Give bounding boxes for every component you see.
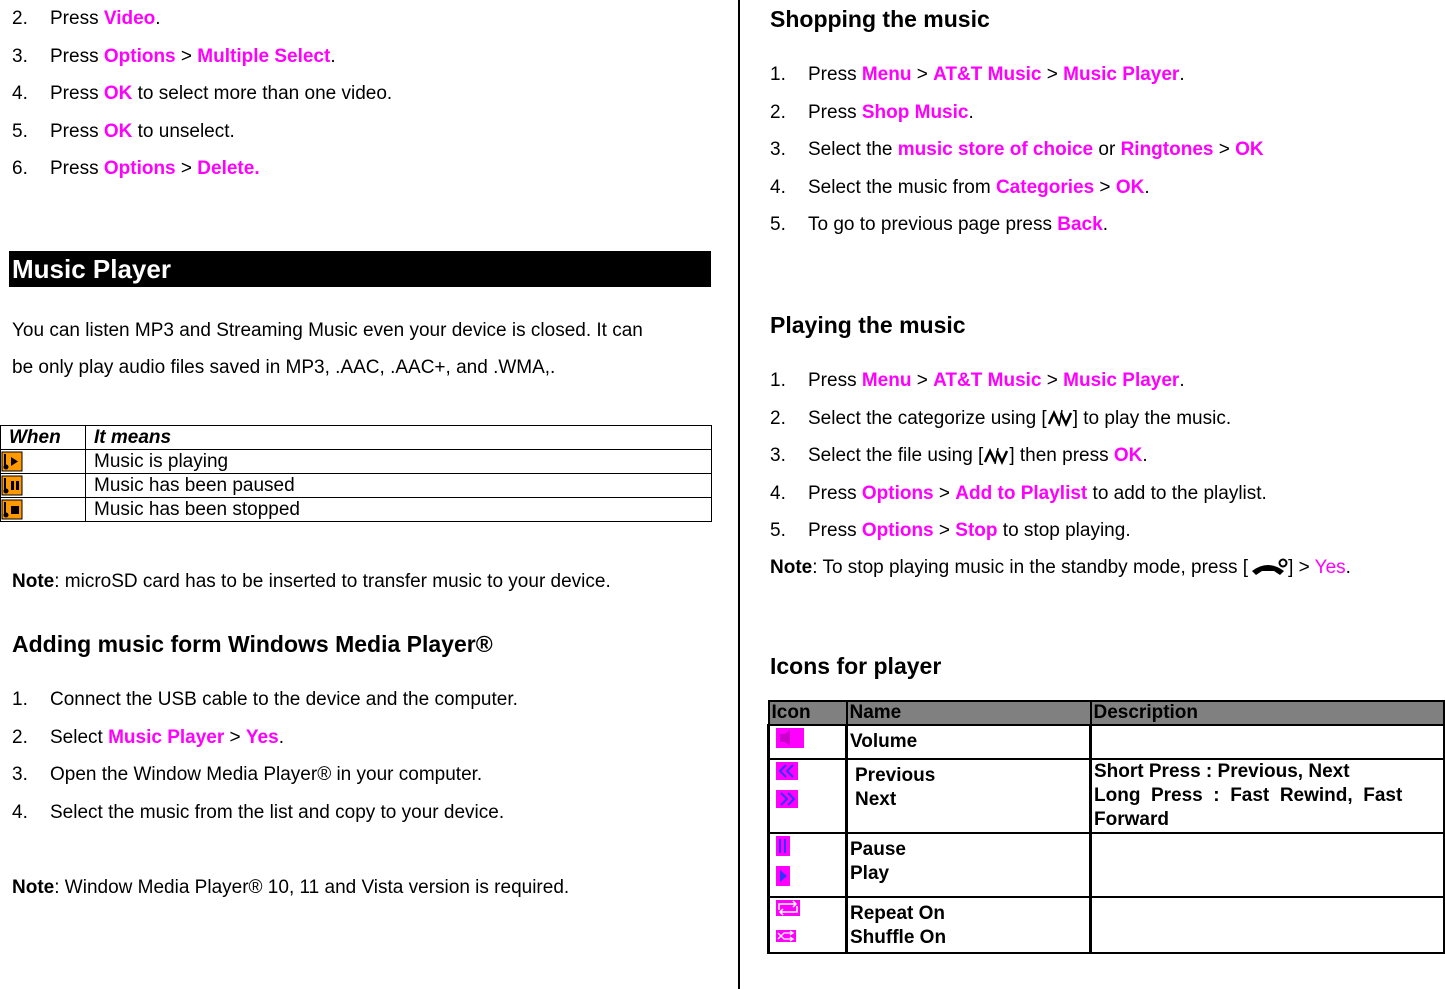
player-description-line: Short Press : Previous, Next bbox=[1094, 761, 1350, 782]
status-table bbox=[0, 425, 712, 522]
step-number: 5. bbox=[770, 214, 786, 235]
step-text: > bbox=[933, 520, 956, 541]
intro-line-2: be only play audio files saved in MP3, .AAC, .AAC+, and .WMA,. bbox=[12, 357, 556, 378]
music-player-banner: Music Player bbox=[9, 251, 711, 287]
step-number: 1. bbox=[770, 370, 786, 391]
step-text: Press bbox=[50, 83, 104, 104]
step-text: . bbox=[1102, 214, 1108, 235]
step-item bbox=[12, 8, 161, 30]
step-item bbox=[770, 177, 1150, 199]
step-number: 4. bbox=[770, 176, 786, 198]
step-text: Select the music from the list and copy to your device. bbox=[50, 801, 505, 823]
note-yes: Yes bbox=[1314, 557, 1346, 579]
player-icons-table bbox=[767, 700, 1445, 954]
step-item bbox=[770, 370, 1185, 392]
step-text: . bbox=[1142, 445, 1148, 466]
step-text: > bbox=[175, 45, 198, 67]
note-standby bbox=[770, 557, 1351, 579]
step-text: Select the file using [ bbox=[808, 445, 984, 466]
step-text: Press bbox=[50, 120, 104, 142]
step-text: Press bbox=[50, 45, 104, 67]
step-text: > bbox=[1094, 176, 1116, 198]
step-number: 2. bbox=[770, 407, 786, 429]
step-number: 6. bbox=[12, 158, 28, 179]
end-call-key-icon bbox=[1248, 557, 1288, 579]
pause-icon bbox=[776, 836, 843, 862]
status-meaning: Music has been stopped bbox=[86, 498, 712, 522]
note-label: Note bbox=[12, 877, 55, 898]
step-text: Press bbox=[808, 482, 862, 504]
menu-key-options: Options bbox=[103, 45, 176, 67]
step-item bbox=[770, 445, 1148, 467]
step-text: > bbox=[1213, 139, 1236, 160]
step-item bbox=[12, 121, 235, 143]
note-end: . bbox=[1345, 557, 1351, 579]
stop-status-icon bbox=[1, 499, 23, 520]
step-text: . bbox=[1179, 370, 1185, 391]
step-text: to add to the playlist. bbox=[1087, 482, 1267, 504]
step-text: . bbox=[968, 101, 974, 123]
menu-key-at-t-music: AT&T Music bbox=[933, 64, 1042, 85]
name-header: Name bbox=[847, 701, 1091, 725]
player-description-cell bbox=[1091, 725, 1445, 759]
step-text: to unselect. bbox=[132, 120, 235, 142]
menu-key-add-to-playlist: Add to Playlist bbox=[955, 482, 1088, 504]
shuffle-icon bbox=[776, 926, 843, 948]
step-item bbox=[12, 83, 392, 105]
menu-key-ok: OK bbox=[1113, 445, 1143, 466]
icons-heading: Icons for player bbox=[770, 653, 942, 679]
player-name-cell bbox=[847, 759, 1091, 833]
player-control-name: Shuffle On bbox=[850, 927, 947, 948]
step-text: > bbox=[911, 64, 934, 85]
volume-icon bbox=[776, 728, 843, 754]
menu-key-options: Options bbox=[861, 520, 934, 541]
next-icon bbox=[776, 790, 843, 814]
player-name-cell bbox=[847, 833, 1091, 897]
menu-key-stop: Stop bbox=[955, 520, 998, 541]
note-label: Note bbox=[12, 571, 55, 592]
step-text: . bbox=[1144, 176, 1150, 198]
menu-key-menu: Menu bbox=[861, 370, 912, 391]
step-text: Select the categorize using [ bbox=[808, 407, 1047, 429]
menu-key-categories: Categories bbox=[995, 176, 1095, 198]
player-table-header bbox=[769, 701, 1445, 725]
menu-key-ok: OK bbox=[103, 120, 133, 142]
step-item bbox=[770, 520, 1131, 542]
step-number: 3. bbox=[770, 139, 786, 160]
menu-key-delete: Delete. bbox=[197, 158, 260, 179]
step-text: . bbox=[330, 45, 336, 67]
nav-updown-icon bbox=[983, 445, 1009, 466]
menu-key-ok: OK bbox=[1115, 176, 1145, 198]
step-text: To go to previous page press bbox=[808, 214, 1058, 235]
player-control-name: Play bbox=[850, 863, 890, 884]
step-text: > bbox=[224, 726, 246, 748]
step-text: Select the music from bbox=[808, 176, 996, 198]
step-item bbox=[12, 727, 284, 749]
shopping-heading: Shopping the music bbox=[770, 6, 990, 32]
step-number: 1. bbox=[12, 689, 28, 710]
step-text: Select the bbox=[808, 139, 898, 160]
note-text-after: ] > bbox=[1288, 557, 1315, 579]
menu-key-music-player: Music Player bbox=[108, 726, 225, 748]
icon-header: Icon bbox=[769, 701, 847, 725]
step-text: > bbox=[933, 482, 956, 504]
repeat-icon bbox=[776, 900, 843, 922]
player-description-line: Forward bbox=[1094, 809, 1169, 830]
note-microsd bbox=[12, 571, 611, 593]
step-text: > bbox=[911, 370, 934, 391]
player-control-name: Next bbox=[855, 789, 897, 810]
step-number: 4. bbox=[770, 482, 786, 504]
menu-key-ok: OK bbox=[1235, 139, 1264, 160]
status-icon-cell bbox=[1, 450, 86, 474]
status-table-header bbox=[1, 426, 712, 450]
player-icon-cell bbox=[769, 759, 847, 833]
player-description-cell bbox=[1091, 759, 1445, 833]
player-icon-cell bbox=[769, 725, 847, 759]
player-name-cell bbox=[847, 897, 1091, 953]
intro-line-1: You can listen MP3 and Streaming Music even your device is closed. It can bbox=[12, 320, 643, 341]
player-icon-cell bbox=[769, 833, 847, 897]
player-icon-row bbox=[769, 897, 1445, 953]
player-icon-row bbox=[769, 833, 1445, 897]
note-text-before: : To stop playing music in the standby mode, press [ bbox=[812, 557, 1249, 579]
step-number: 3. bbox=[12, 764, 28, 785]
player-control-name: Previous bbox=[855, 765, 936, 786]
play-status-icon bbox=[1, 451, 23, 472]
meaning-header: It means bbox=[86, 426, 712, 450]
step-item bbox=[770, 408, 1231, 430]
status-icon-cell bbox=[1, 498, 86, 522]
status-meaning: Music is playing bbox=[86, 450, 712, 474]
player-description-cell bbox=[1091, 833, 1445, 897]
menu-key-music-player: Music Player bbox=[1063, 370, 1180, 391]
status-table-row bbox=[1, 498, 712, 522]
step-text: or bbox=[1093, 139, 1121, 160]
step-text: Open the Window Media Player® in your computer. bbox=[50, 764, 483, 785]
step-text: > bbox=[175, 158, 198, 179]
when-header: When bbox=[1, 426, 86, 450]
step-text: Press bbox=[808, 370, 862, 391]
step-text: ] then press bbox=[1009, 445, 1114, 466]
step-item bbox=[770, 64, 1185, 86]
player-icon-row bbox=[769, 759, 1445, 833]
step-text: to select more than one video. bbox=[132, 83, 393, 104]
step-text: ] to play the music. bbox=[1072, 407, 1232, 429]
step-number: 3. bbox=[12, 45, 28, 67]
player-control-name: Repeat On bbox=[850, 903, 946, 924]
step-item bbox=[770, 483, 1267, 505]
menu-key-video: Video bbox=[103, 8, 156, 29]
step-text: Press bbox=[808, 101, 862, 123]
step-number: 2. bbox=[770, 101, 786, 123]
menu-key-back: Back bbox=[1057, 214, 1103, 235]
pause-status-icon bbox=[1, 475, 23, 496]
menu-key-shop-music: Shop Music bbox=[861, 101, 969, 123]
menu-key-music-player: Music Player bbox=[1063, 64, 1180, 85]
playing-heading: Playing the music bbox=[770, 312, 966, 338]
step-item bbox=[12, 46, 336, 68]
note-wmp bbox=[12, 877, 569, 899]
step-text: > bbox=[1041, 370, 1064, 391]
player-control-name: Volume bbox=[850, 731, 918, 752]
step-text: Press bbox=[50, 158, 104, 179]
menu-key-options: Options bbox=[861, 482, 934, 504]
step-item bbox=[770, 102, 974, 124]
step-item bbox=[770, 214, 1108, 236]
status-meaning: Music has been paused bbox=[86, 474, 712, 498]
menu-key-yes: Yes bbox=[245, 726, 279, 748]
step-item bbox=[12, 689, 518, 711]
step-number: 1. bbox=[770, 64, 786, 85]
menu-key-ringtones: Ringtones bbox=[1120, 139, 1214, 160]
previous-icon bbox=[776, 762, 843, 786]
column-divider bbox=[738, 0, 740, 989]
step-number: 5. bbox=[770, 520, 786, 541]
status-icon-cell bbox=[1, 474, 86, 498]
step-text: > bbox=[1041, 64, 1064, 85]
menu-key-menu: Menu bbox=[861, 64, 912, 85]
menu-key-at-t-music: AT&T Music bbox=[933, 370, 1042, 391]
step-number: 4. bbox=[12, 801, 28, 823]
step-text: Press bbox=[808, 64, 862, 85]
menu-key-options: Options bbox=[103, 158, 176, 179]
nav-updown-icon bbox=[1047, 408, 1073, 429]
step-number: 3. bbox=[770, 445, 786, 466]
player-control-name: Pause bbox=[850, 839, 906, 860]
step-item bbox=[12, 764, 482, 786]
step-text: Connect the USB cable to the device and the computer. bbox=[50, 689, 518, 710]
player-icon-cell bbox=[769, 897, 847, 953]
step-item bbox=[12, 158, 260, 180]
player-description-line: Long Press : Fast Rewind, Fast bbox=[1094, 785, 1403, 806]
step-number: 2. bbox=[12, 726, 28, 748]
note-text: : microSD card has to be inserted to transfer music to your device. bbox=[54, 571, 611, 592]
step-text: . bbox=[1179, 64, 1185, 85]
step-number: 5. bbox=[12, 120, 28, 142]
status-table-row bbox=[1, 450, 712, 474]
step-text: to stop playing. bbox=[997, 520, 1131, 541]
player-description-cell bbox=[1091, 897, 1445, 953]
status-table-row bbox=[1, 474, 712, 498]
step-item bbox=[770, 139, 1264, 161]
note-text: : Window Media Player® 10, 11 and Vista version is required. bbox=[54, 877, 570, 898]
step-text: . bbox=[278, 726, 284, 748]
step-number: 2. bbox=[12, 8, 28, 29]
adding-music-heading: Adding music form Windows Media Player® bbox=[12, 631, 493, 657]
step-text: Select bbox=[50, 726, 109, 748]
step-text: Press bbox=[808, 520, 862, 541]
description-header: Description bbox=[1091, 701, 1445, 725]
menu-key-music-store-of-choice: music store of choice bbox=[897, 139, 1094, 160]
step-text: . bbox=[155, 8, 161, 29]
step-text: Press bbox=[50, 8, 104, 29]
note-label: Note bbox=[770, 557, 813, 579]
menu-key-multiple-select: Multiple Select bbox=[197, 45, 331, 67]
play-icon bbox=[776, 866, 843, 892]
player-name-cell bbox=[847, 725, 1091, 759]
menu-key-ok: OK bbox=[103, 83, 133, 104]
player-icon-row bbox=[769, 725, 1445, 759]
step-item bbox=[12, 802, 504, 824]
step-number: 4. bbox=[12, 83, 28, 104]
